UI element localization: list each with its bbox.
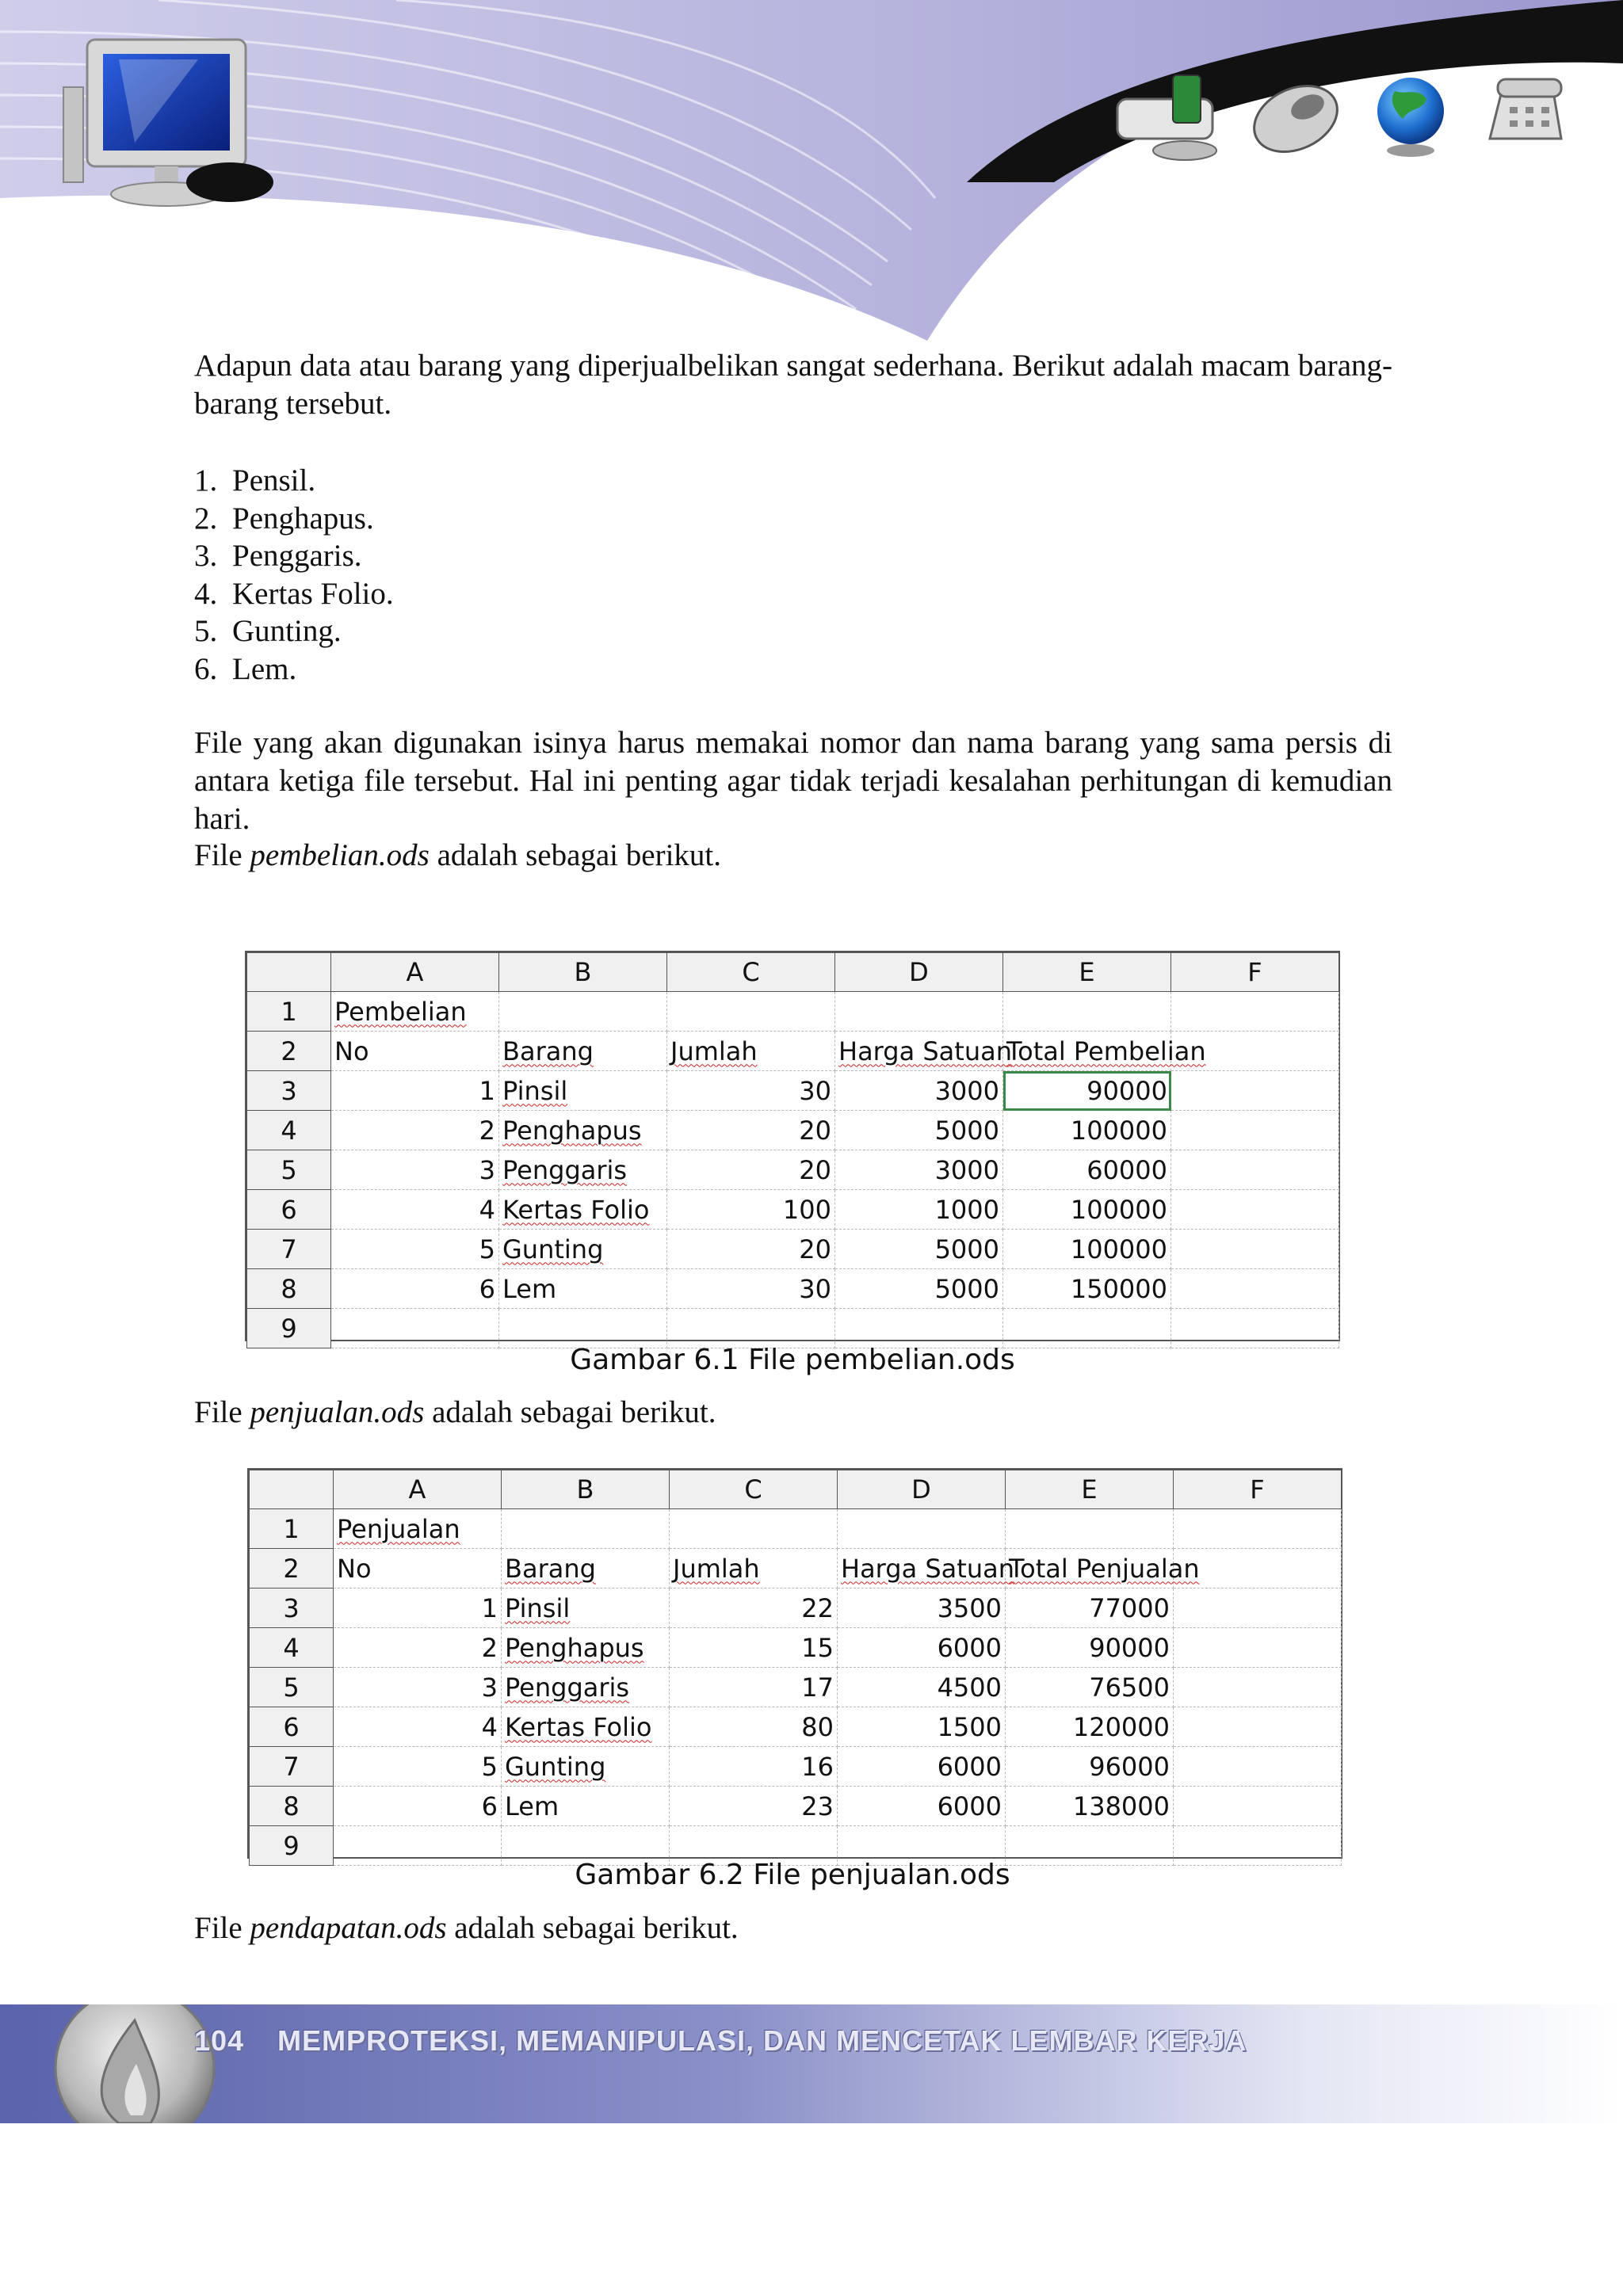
cell[interactable] [1171,1150,1339,1190]
cell[interactable]: 100000 [1003,1190,1171,1230]
cell[interactable]: 76500 [1006,1668,1174,1707]
table-row [247,1032,1339,1071]
list-item: 3. Penggaris. [194,539,362,574]
cell[interactable]: 17 [670,1668,838,1707]
cell[interactable]: Harga Satuan [835,1032,1003,1071]
row-header[interactable]: 1 [247,992,331,1032]
cell[interactable] [1171,1071,1339,1111]
cell[interactable]: Jumlah [670,1549,838,1589]
cell[interactable] [1174,1787,1342,1826]
table-row [250,1628,1342,1668]
cell[interactable] [499,1309,667,1348]
selected-cell[interactable]: 90000 [1003,1071,1171,1111]
cell[interactable]: 6 [334,1787,502,1826]
cell[interactable]: 22 [670,1589,838,1628]
table-row [250,1747,1342,1787]
cell[interactable]: 150000 [1003,1269,1171,1309]
row-header[interactable]: 3 [250,1589,334,1628]
header-decoration [0,0,1623,349]
table-row [247,992,1339,1032]
cell[interactable]: 5000 [835,1269,1003,1309]
cell[interactable]: 1500 [838,1707,1006,1747]
cell[interactable]: 6 [331,1269,499,1309]
cell[interactable] [1003,1309,1171,1348]
page-number: 104 [194,2024,245,2057]
cell[interactable]: Total Penjualan [1006,1549,1174,1589]
row-header[interactable]: 5 [250,1668,334,1707]
cell[interactable] [1174,1549,1342,1589]
column-header[interactable]: C [670,1470,838,1509]
penjualan-intro: File penjualan.ods adalah sebagai berikut. [194,1395,716,1429]
item-list [194,462,394,688]
row-header[interactable]: 4 [250,1628,334,1668]
cell[interactable]: 2 [331,1111,499,1150]
globe-icon [1377,78,1444,157]
list-item: 1. Pensil. [194,463,316,498]
chapter-title: MEMPROTEKSI, MEMANIPULASI, DAN MENCETAK LEMBAR KERJA [277,2024,1247,2057]
row-header[interactable]: 3 [247,1071,331,1111]
table-row [247,1071,1339,1111]
row-header[interactable]: 6 [250,1707,334,1747]
row-header[interactable]: 2 [250,1549,334,1589]
cell[interactable] [1003,992,1171,1032]
cell[interactable] [1174,1628,1342,1668]
cell[interactable]: 6000 [838,1747,1006,1787]
table-row [250,1707,1342,1747]
table-row [247,1269,1339,1309]
table-row [247,1111,1339,1150]
column-header[interactable]: D [835,953,1003,992]
cell[interactable]: 6000 [838,1787,1006,1826]
row-header[interactable]: 8 [250,1787,334,1826]
cell[interactable]: 100000 [1003,1230,1171,1269]
cell[interactable]: 120000 [1006,1707,1174,1747]
filename: pendapatan.ods [250,1911,447,1945]
cell[interactable]: 1 [331,1071,499,1111]
row-header[interactable]: 8 [247,1269,331,1309]
telephone-icon [1490,79,1561,139]
intro-paragraph: Adapun data atau barang yang diperjualbelikan sangat sederhana. Berikut adalah macam barang-barang tersebut. [194,349,1392,421]
list-item: 6. Lem. [194,651,297,686]
cell[interactable]: Gunting [502,1747,670,1787]
list-item: 2. Penghapus. [194,501,374,536]
cell[interactable]: 60000 [1003,1150,1171,1190]
cell[interactable]: Penghapus [502,1628,670,1668]
table-row [247,1309,1339,1348]
cell[interactable] [667,1309,835,1348]
cell[interactable]: 30 [667,1071,835,1111]
table-row [247,1150,1339,1190]
cell[interactable]: 20 [667,1111,835,1150]
cell[interactable]: 3 [334,1668,502,1707]
cell[interactable]: 77000 [1006,1589,1174,1628]
row-header[interactable]: 6 [247,1190,331,1230]
cell[interactable]: Barang [499,1032,667,1071]
cell[interactable] [835,992,1003,1032]
pendapatan-intro: File pendapatan.ods adalah sebagai berikut. [194,1911,739,1945]
cell[interactable]: Kertas Folio [502,1707,670,1747]
cell[interactable]: 96000 [1006,1747,1174,1787]
filename: penjualan.ods [250,1395,425,1429]
table-row [250,1589,1342,1628]
cell[interactable] [1174,1589,1342,1628]
cell[interactable]: Barang [502,1549,670,1589]
cell[interactable]: Kertas Folio [499,1190,667,1230]
cell[interactable]: Penggaris [502,1668,670,1707]
cell[interactable] [331,1309,499,1348]
cell[interactable]: 4500 [838,1668,1006,1707]
row-header[interactable]: 9 [250,1826,334,1866]
cell[interactable]: 5000 [835,1111,1003,1150]
row-header[interactable]: 7 [250,1747,334,1787]
cell[interactable]: 30 [667,1269,835,1309]
row-header[interactable]: 4 [247,1111,331,1150]
cell[interactable]: 138000 [1006,1787,1174,1826]
filename: pembelian.ods [250,838,430,872]
figure-caption: Gambar 6.1 File pembelian.ods [570,1344,1015,1376]
table-row [247,1190,1339,1230]
cell[interactable]: Harga Satuan [838,1549,1006,1589]
cell[interactable] [499,992,667,1032]
cell[interactable]: Lem [502,1787,670,1826]
cell[interactable]: 15 [670,1628,838,1668]
cell[interactable]: 5 [334,1747,502,1787]
corner-cell[interactable] [247,953,331,992]
cell[interactable]: 3000 [835,1150,1003,1190]
cell[interactable] [1174,1707,1342,1747]
cell[interactable]: 20 [667,1230,835,1269]
file-paragraph: File yang akan digunakan isinya harus memakai nomor dan nama barang yang sama persis di antara ketiga file tersebut. Hal ini penting agar tidak terjadi kesalahan perhitungan di kemudian hari. [194,726,1392,836]
cell[interactable] [1171,1032,1339,1071]
cell[interactable] [1171,1190,1339,1230]
cell[interactable]: 1 [334,1589,502,1628]
cell[interactable]: Lem [499,1269,667,1309]
cell[interactable] [1171,992,1339,1032]
cell[interactable] [1171,1230,1339,1269]
cell[interactable]: 16 [670,1747,838,1787]
cell[interactable] [670,1509,838,1549]
cell[interactable] [1006,1509,1174,1549]
cell[interactable]: 6000 [838,1628,1006,1668]
list-item: 4. Kertas Folio. [194,576,394,611]
footer-band [0,2004,1623,2123]
cell[interactable]: 5 [331,1230,499,1269]
cell[interactable]: No [334,1549,502,1589]
column-header[interactable]: E [1003,953,1171,992]
column-header[interactable]: B [502,1470,670,1509]
penjualan-spreadsheet [247,1468,1342,1859]
table-row [250,1787,1342,1826]
table-row [247,1230,1339,1269]
pembelian-spreadsheet [245,951,1340,1344]
corner-cell[interactable] [250,1470,334,1509]
cell[interactable] [502,1509,670,1549]
cell[interactable]: No [331,1032,499,1071]
cell[interactable] [835,1309,1003,1348]
column-header[interactable]: A [334,1470,502,1509]
cell[interactable]: Jumlah [667,1032,835,1071]
column-header-row [247,953,1339,992]
row-header[interactable]: 7 [247,1230,331,1269]
cell[interactable]: Pinsil [499,1071,667,1111]
cell[interactable]: 23 [670,1787,838,1826]
row-header[interactable]: 9 [247,1309,331,1348]
figure-caption: Gambar 6.2 File penjualan.ods [575,1859,1010,1891]
cell[interactable] [1174,1509,1342,1549]
cell[interactable]: 100000 [1003,1111,1171,1150]
cell[interactable]: 1000 [835,1190,1003,1230]
column-header[interactable]: E [1006,1470,1174,1509]
cell[interactable]: 20 [667,1150,835,1190]
cell[interactable]: 3500 [838,1589,1006,1628]
cell[interactable]: 80 [670,1707,838,1747]
table-row [250,1549,1342,1589]
cell[interactable]: Penjualan [334,1509,502,1549]
pembelian-intro: File pembelian.ods adalah sebagai berikut. [194,838,721,872]
cell[interactable] [1171,1269,1339,1309]
cell[interactable]: 100 [667,1190,835,1230]
column-header[interactable]: A [331,953,499,992]
cell[interactable] [1174,1747,1342,1787]
cell[interactable]: Total Pembelian [1003,1032,1171,1071]
cell[interactable]: 3 [331,1150,499,1190]
cell[interactable]: Penghapus [499,1111,667,1150]
list-item: 5. Gunting. [194,614,342,649]
row-header[interactable]: 1 [250,1509,334,1549]
cell[interactable]: Pinsil [502,1589,670,1628]
column-header[interactable]: C [667,953,835,992]
cell[interactable]: Penggaris [499,1150,667,1190]
cell[interactable]: Pembelian [331,992,499,1032]
column-header[interactable]: F [1171,953,1339,992]
cell[interactable] [667,992,835,1032]
table-row [250,1668,1342,1707]
cell[interactable] [838,1509,1006,1549]
disc-icon [55,2004,214,2123]
table-row [250,1509,1342,1549]
cell[interactable] [1171,1111,1339,1150]
cell[interactable]: 4 [334,1707,502,1747]
cell[interactable]: 5000 [835,1230,1003,1269]
cell[interactable]: 4 [331,1190,499,1230]
row-header[interactable]: 5 [247,1150,331,1190]
cell[interactable]: 2 [334,1628,502,1668]
cell[interactable] [1171,1309,1339,1348]
column-header[interactable]: F [1174,1470,1342,1509]
cell[interactable] [1174,1668,1342,1707]
cell[interactable]: 90000 [1006,1628,1174,1668]
column-header[interactable]: D [838,1470,1006,1509]
cell[interactable]: Gunting [499,1230,667,1269]
column-header-row [250,1470,1342,1509]
column-header[interactable]: B [499,953,667,992]
row-header[interactable]: 2 [247,1032,331,1071]
cell[interactable]: 3000 [835,1071,1003,1111]
